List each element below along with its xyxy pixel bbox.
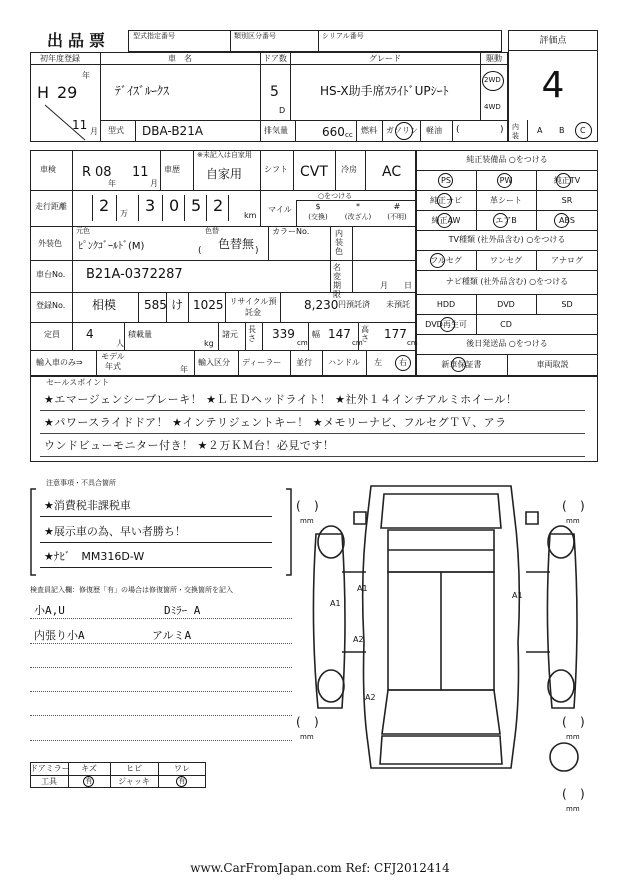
grade-label: グレード — [369, 54, 401, 63]
notes-line-2: ★展示車の為、早い者勝ち！ — [44, 525, 186, 538]
mileage-digit-3: 0 — [169, 196, 180, 215]
mileage-man: 万 — [120, 209, 128, 218]
tread-spare-close: ) — [580, 787, 585, 801]
equip-airbag: エアB — [495, 216, 517, 225]
drive-2wd: 2WD — [484, 76, 501, 84]
tread-fr-mm: mm — [566, 517, 580, 525]
equip-oem-tv-circle — [556, 173, 571, 188]
use-label: 車歴 — [164, 165, 180, 174]
tread-fl-mm: mm — [300, 517, 314, 525]
first-reg-year-unit: 年 — [82, 71, 90, 80]
tread-fl-open: ( — [296, 499, 301, 513]
notes-line-3: ★ﾅﾋﾞ MM316D-W — [44, 550, 145, 563]
legend-jack-circle — [176, 776, 187, 787]
import-label: 輸入車のみ⇒ — [36, 358, 83, 367]
interior-c-circle — [575, 122, 592, 139]
use-note: ※未記入は自家用 — [197, 151, 252, 159]
width-value: 147 — [328, 327, 351, 341]
nav-cd: CD — [500, 320, 512, 329]
mileage-digit-2: 3 — [145, 196, 156, 215]
score-value: 4 — [541, 65, 565, 106]
tread-spare-open: ( — [562, 787, 567, 801]
mileage-digit-1: 2 — [99, 196, 110, 215]
name-change-day: 日 — [404, 281, 412, 290]
registration-class: 585 — [144, 298, 167, 312]
nav-hdd: HDD — [436, 300, 456, 309]
drive-label: 駆動 — [486, 54, 502, 63]
tread-rr-close: ) — [580, 715, 585, 729]
capacity-value: 4 — [86, 327, 94, 341]
sheet-title: 出品票 — [47, 31, 111, 50]
equip-oem-nav: 純正ナビ — [430, 196, 462, 205]
tread-rr-mm: mm — [566, 733, 580, 741]
nav-sd: SD — [561, 300, 573, 309]
fuel-diesel: 軽油 — [426, 126, 442, 135]
orig-color-value: ﾋﾟﾝｸｺﾞｰﾙﾄﾞ(M) — [78, 241, 145, 252]
color-label: 外装色 — [38, 239, 62, 248]
header-id-box — [128, 30, 502, 52]
height-value: 177 — [384, 327, 407, 341]
serial-label: シリアル番号 — [322, 32, 364, 40]
tread-spare-mm: mm — [566, 805, 580, 813]
grade-value: HS-X助手席ｽﾗｲﾄﾞUPｼｰﾄ — [320, 84, 449, 98]
equip-leather: 革シート — [490, 196, 522, 205]
interior-color-label: 内装色 — [335, 229, 343, 256]
doc-manual: 車両取説 — [536, 360, 569, 369]
sales-line-1: ★エマージェンシーブレーキ！ ★ＬＥＤヘッドライト！ ★社外１４インチアルミホイール！ — [44, 393, 518, 406]
legend-break: ワレ — [174, 764, 190, 773]
height-label: 高さ — [361, 325, 369, 343]
tv-type-label: TV種類 (社外品含む) ○をつける — [448, 235, 566, 244]
tread-rr-open: ( — [562, 715, 567, 729]
equip-oem-aw-circle — [437, 213, 452, 228]
inspection-year: 08 — [95, 165, 112, 180]
model-value: DBA-B21A — [142, 124, 204, 138]
vehicle-name: ﾃﾞｲｽﾞﾙｰｸｽ — [115, 84, 170, 98]
disp-label: 排気量 — [264, 126, 288, 135]
first-reg-label: 初年度登録 — [40, 54, 80, 63]
model-year-unit: 年 — [180, 365, 188, 374]
mile-label: マイル — [268, 205, 292, 214]
footer-reference: www.CarFromJapan.com Ref: CFJ2012414 — [190, 861, 450, 875]
load-label: 積載量 — [128, 330, 152, 339]
interior-b: B — [559, 126, 565, 135]
ac-value: AC — [382, 164, 402, 180]
doc-warranty-circle — [451, 357, 466, 372]
tv-fullseg-circle — [430, 253, 445, 268]
handle-left: 左 — [374, 358, 382, 367]
equip-airbag-circle — [493, 213, 508, 228]
model-year-label: モデル年式 — [101, 352, 125, 371]
recycle-unpaid: 未預託 — [386, 300, 410, 309]
tread-fr-close: ) — [580, 499, 585, 513]
load-unit: kg — [204, 339, 214, 348]
legend-scratch: キズ — [81, 764, 97, 773]
doors-label: ドア数 — [263, 54, 287, 63]
ac-label: 冷房 — [341, 165, 357, 174]
equip-pw: PW — [499, 176, 513, 185]
inspection-label: 車検 — [40, 165, 56, 174]
name-change-label: 名変期限 — [333, 263, 341, 299]
recycle-value: 8,230 — [304, 298, 339, 312]
fuel-gas-circle — [395, 122, 413, 140]
tread-rl-close: ) — [314, 715, 319, 729]
color-paren-l: ( — [198, 246, 202, 256]
mileage-opt2-sub: (改ざん) — [344, 213, 372, 221]
name-change-month: 月 — [380, 281, 388, 290]
docs-label: 後日発送品 ○をつける — [466, 339, 548, 348]
use-value: 自家用 — [206, 167, 243, 181]
interior-label: 内装 — [512, 123, 519, 140]
mileage-label: 走行距離 — [35, 202, 67, 211]
length-value: 339 — [272, 327, 295, 341]
mileage-opt1: $ — [315, 202, 321, 211]
tv-analog: アナログ — [551, 256, 583, 265]
model-label: 型式 — [108, 126, 124, 135]
shift-label: シフト — [264, 165, 288, 174]
equip-oem-nav-circle — [437, 193, 452, 208]
inspector-note-1b: Dﾐﾗｰ A — [164, 604, 201, 617]
chassis-value: B21A-0372287 — [86, 267, 183, 282]
inspector-note-1a: 小A,U — [34, 604, 65, 617]
mileage-opt2: * — [356, 202, 360, 211]
first-reg-month: 11 — [72, 118, 88, 132]
doc-warranty: 新車保証書 — [441, 360, 482, 369]
tread-fl-close: ) — [314, 499, 319, 513]
class-no-label: 類別区分番号 — [234, 32, 276, 40]
width-unit: cm — [352, 339, 363, 347]
drive-4wd: 4WD — [484, 103, 501, 111]
inspector-note-2b: アルミA — [152, 629, 192, 642]
damage-mark-1: A1 — [357, 584, 368, 593]
notes-line-1: ★消費税非課税車 — [44, 499, 131, 512]
dims-label: 諸元 — [222, 330, 238, 339]
equip-abs: ABS — [559, 216, 575, 225]
nav-type-label: ナビ種類 (社外品含む) ○をつける — [445, 277, 569, 286]
legend-jack-yes: 有 — [178, 777, 186, 785]
mileage-digit-5: 2 — [213, 196, 224, 215]
color-paren-r: ) — [255, 246, 259, 256]
fuel-gas: ガソリン — [386, 126, 418, 135]
legend-tools: 工具 — [41, 777, 57, 786]
doors-sub: D — [279, 106, 286, 115]
color-change-label: 色替 — [205, 227, 219, 235]
damage-mark-2: A1 — [330, 599, 341, 608]
oem-equip-label: 純正装備品 ○をつける — [466, 155, 548, 164]
equip-oem-aw: 純正AW — [431, 216, 461, 225]
tread-rl-mm: mm — [300, 733, 314, 741]
mileage-unit: km — [244, 211, 257, 220]
disp-unit: cc — [345, 131, 353, 139]
width-label: 幅 — [312, 330, 320, 339]
interior-c: C — [580, 126, 586, 135]
inspection-era: R — [82, 165, 92, 180]
equip-ps: PS — [441, 176, 451, 185]
mileage-circle-note: ○をつける — [318, 192, 353, 200]
handle-right-circle — [395, 355, 411, 371]
interior-a: A — [537, 126, 543, 135]
equip-ps-circle — [438, 173, 453, 188]
inspection-month: 11 — [132, 165, 149, 180]
inspector-notes-label: 検査員記入欄：修復歴「有」の場合は修復箇所・交換箇所を記入 — [30, 586, 233, 594]
length-label: 長さ — [248, 325, 256, 343]
height-unit: cm — [407, 339, 418, 347]
first-reg-era: H — [37, 83, 50, 102]
first-reg-month-unit: 月 — [90, 127, 98, 136]
import-dealer: ディーラー — [242, 358, 282, 367]
sales-line-3: ウンドビューモニター付き！ ★２万ＫＭ台！必見です！ — [44, 439, 335, 452]
shift-value: CVT — [300, 164, 328, 180]
mileage-opt3: # — [393, 202, 401, 211]
chassis-label: 車台No. — [36, 270, 66, 279]
equip-abs-circle — [554, 213, 569, 228]
mileage-opt3-sub: (不明) — [387, 213, 407, 221]
type-no-label: 型式指定番号 — [133, 32, 175, 40]
nav-dvd-play: DVD再生可 — [425, 320, 467, 329]
sales-points-label: セールスポイント — [46, 378, 110, 387]
disp-value: 660 — [322, 125, 345, 139]
tread-fr-open: ( — [562, 499, 567, 513]
damage-mark-3: A1 — [512, 591, 523, 600]
notes-label: 注意事項・不具合箇所 — [46, 479, 116, 487]
handle-label: ハンドル — [328, 358, 360, 367]
registration-kana: け — [171, 298, 184, 312]
nav-dvd: DVD — [497, 300, 515, 309]
length-unit: cm — [297, 339, 308, 347]
mileage-digit-4: 5 — [191, 196, 202, 215]
tv-fullseg: フルセグ — [430, 256, 462, 265]
nav-dvd-play-circle — [440, 317, 455, 332]
fuel-label: 燃料 — [361, 126, 377, 135]
fuel-paren-r: ) — [500, 125, 504, 135]
damage-mark-5: A2 — [365, 693, 376, 702]
registration-area: 相模 — [92, 298, 117, 312]
inspector-note-2a: 内張り小A — [34, 629, 85, 642]
handle-right: 右 — [399, 358, 407, 367]
legend-tools-circle — [83, 776, 94, 787]
tread-rl-open: ( — [296, 715, 301, 729]
legend-jack: ジャッキ — [118, 777, 150, 786]
import-parallel: 並行 — [296, 358, 312, 367]
color-no-label: カラーNo. — [272, 227, 310, 236]
inspection-year-unit: 年 — [108, 179, 116, 188]
tv-oneseg: ワンセグ — [490, 256, 522, 265]
fuel-paren-l: ( — [456, 125, 460, 135]
recycle-unit: 円預託済 — [338, 300, 370, 309]
score-label: 評価点 — [539, 36, 567, 46]
legend-crack: ヒビ — [126, 764, 142, 773]
car-damage-diagram — [296, 472, 596, 812]
damage-mark-4: A2 — [353, 635, 364, 644]
mileage-opt1-sub: (交換) — [308, 213, 328, 221]
import-div-label: 輸入区分 — [198, 358, 230, 367]
name-label: 車 名 — [168, 54, 192, 63]
orig-color-label: 元色 — [76, 227, 90, 235]
legend-mirror: ドアミラー — [30, 764, 70, 773]
equip-oem-tv: 純正TV — [553, 176, 581, 185]
capacity-label: 定員 — [44, 330, 60, 339]
equip-sr: SR — [561, 196, 573, 205]
inspection-month-unit: 月 — [150, 179, 158, 188]
capacity-unit: 人 — [116, 339, 124, 348]
drive-2wd-circle — [482, 71, 504, 91]
first-reg-year: 29 — [57, 83, 78, 102]
doors-value: 5 — [270, 84, 279, 100]
registration-label: 登録No. — [36, 301, 66, 310]
recycle-label: リサイクル預託金 — [229, 297, 277, 317]
registration-number: 1025 — [193, 298, 224, 312]
legend-tools-yes: 有 — [85, 777, 93, 785]
equip-pw-circle — [497, 173, 512, 188]
sales-line-2: ★パワースライドドア！ ★インテリジェントキー！ ★メモリーナビ、フルセグＴＶ、アラ — [44, 416, 507, 429]
color-change-value: 色替無 — [218, 237, 255, 251]
